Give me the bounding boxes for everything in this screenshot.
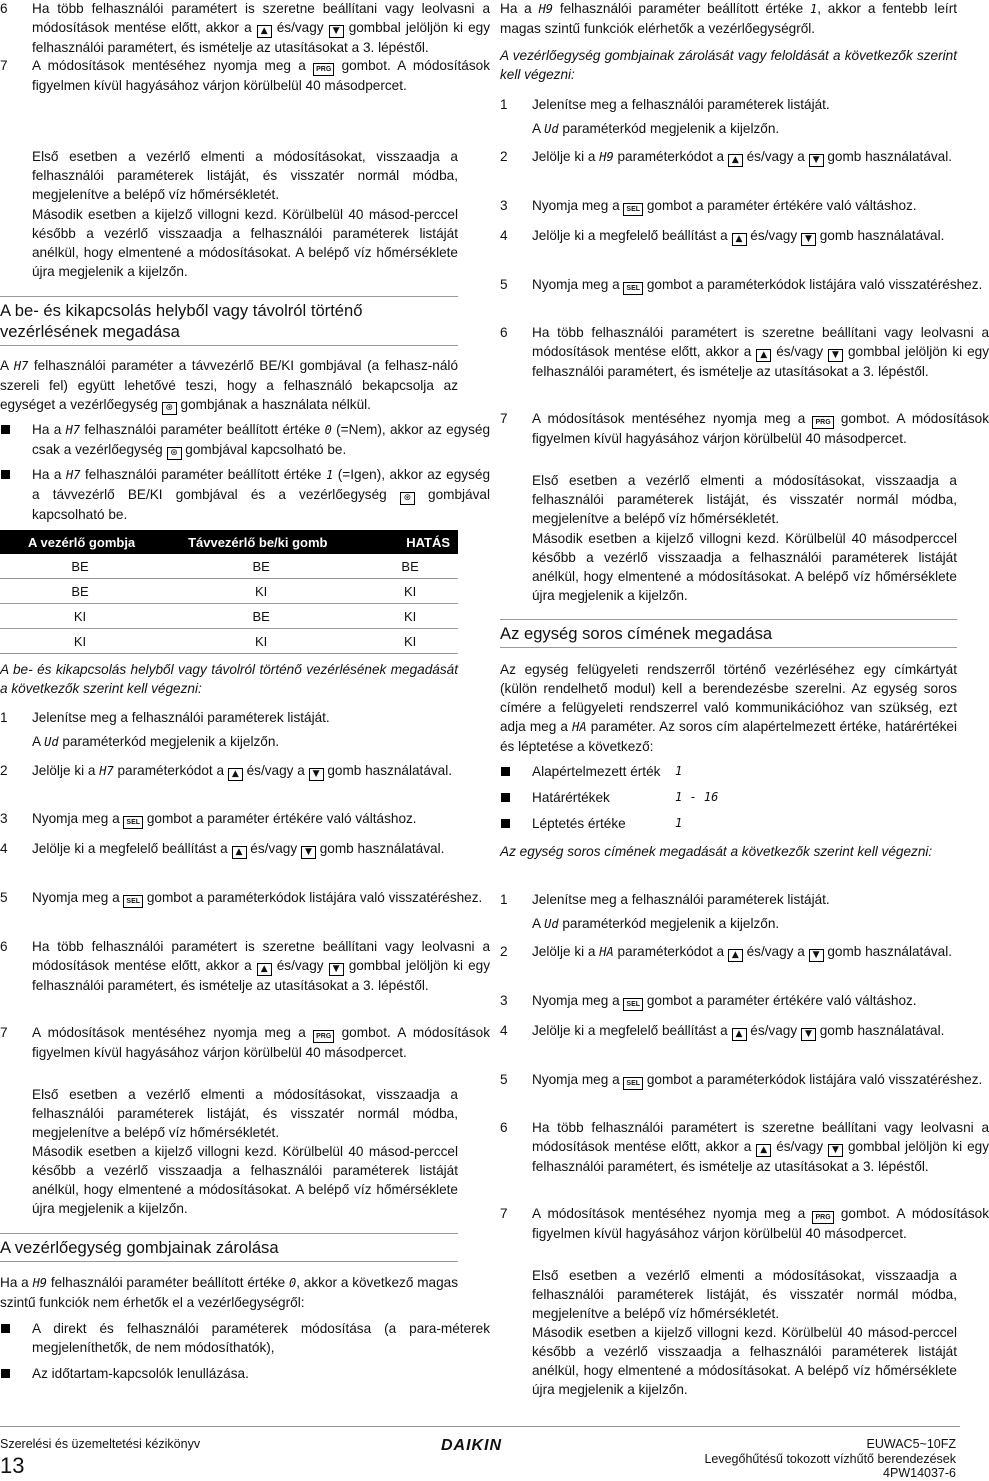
prg-button-icon: PRG (812, 1211, 833, 1224)
sel-button-icon: SEL (623, 282, 643, 295)
paragraph: Első esetben a vezérlő elmenti a módosításokat, visszaadja a felhasználói paraméterek listáját, és visszatér normál módba, megjelenítve a belépő víz hőmérsékletét. (532, 1268, 957, 1321)
step-7: 7 A módosítások mentéséhez nyomja meg a PRG gombot. A módosítások figyelmen kívül hagyásához várjon körülbelül 40 másodpercet. (0, 1025, 490, 1060)
power-icon: ⊛ (162, 402, 177, 415)
arrow-up-icon: ▲ (756, 1144, 771, 1157)
step-3: 3 Nyomja meg a SEL gombot a paraméter értékére való váltáshoz. (500, 991, 989, 1011)
bullet-item: Ha a H7 felhasználói paraméter beállított értéke 1 (=Igen), akkor az egység a távvezérlő BE/KI gombjával és a vezérlőegység ⊛ gombjával kapcsolható be. (0, 465, 490, 524)
table-header: HATÁS (362, 530, 458, 554)
paragraph: Második esetben a kijelző villogni kezd. Körülbelül 40 másod-perccel később a vezérlő visszaadja a felhasználói paraméterek listáját anélkül, hogy elmentené a módosításokat. A belépő víz hőmérséklete újra megjelenik a kijelzőn. (32, 207, 458, 279)
arrow-up-icon: ▲ (257, 963, 272, 976)
paragraph: A vezérlőegység gombjainak zárolását vagy feloldását a következők szerint kell végezni: (500, 48, 957, 82)
paragraph: A H7 felhasználói paraméter a távvezérlő BE/KI gombjával (a felhasz-náló szereli fel) együtt lehetővé teszi, hogy a felhasználó bekapcsolja az egységet a vezérlőegység ⊛ gombjának a használata nélkül. (0, 358, 458, 413)
paragraph: Második esetben a kijelző villogni kezd. Körülbelül 40 másodperccel később a vezérlő visszaadja a felhasználói paraméterek listáját anélkül, hogy elmentené a módosításokat. A belépő víz hőmérséklete újra megjelenik a kijelzőn. (532, 531, 957, 603)
table-row: KI BE KI (0, 604, 458, 629)
sel-button-icon: SEL (623, 998, 643, 1011)
arrow-down-icon: ▼ (809, 949, 824, 962)
daikin-logo: DAIKIN (441, 1437, 503, 1454)
arrow-up-icon: ▲ (756, 349, 771, 362)
paragraph: Első esetben a vezérlő elmenti a módosításokat, visszaadja a felhasználói paraméterek listáját, és visszatér normál módba, megjelenítve a belépő víz hőmérsékletét. (32, 1087, 458, 1140)
prg-button-icon: PRG (313, 63, 334, 76)
prg-button-icon: PRG (812, 416, 833, 429)
footer-product: Levegőhűtésű tokozott vízhűtő berendezések (704, 1452, 956, 1466)
power-icon: ⊛ (167, 447, 182, 460)
step-6-intro: 6 Ha több felhasználói paramétert is szeretne beállítani vagy leolvasni a módosítások mentése előtt, akkor a ▲ és/vagy ▼ gombbal jelöljön ki egy felhasználói paramétert, és ismételje az utasításokat a 3. lépéstől. (0, 1, 491, 55)
paragraph: Az egység felügyeleti rendszerről történő vezérléséhez egy címkártyát (külön rendelhető modul) kell a berendezésbe szerelni. Az egység soros címére a felügyeleti rendszerrel való kommunikációhoz van szükség, ezt adja meg a HA paraméter. Az soros cím alapértelmezett értéke, határértékei és léptetése a következő: (500, 662, 957, 754)
paragraph: Első esetben a vezérlő elmenti a módosításokat, visszaadja a felhasználói paraméterek listáját, és visszatér normál módba, megjelenítve a belépő víz hőmérsékletét. (532, 473, 957, 526)
footer-doc-title: Szerelési és üzemeltetési kézikönyv (0, 1437, 201, 1451)
step-4: 4 Jelölje ki a megfelelő beállítást a ▲ és/vagy ▼ gomb használatával. (0, 841, 445, 857)
bullet-icon (1, 1324, 10, 1333)
arrow-down-icon: ▼ (828, 1144, 843, 1157)
step-2: 2 Jelölje ki a H9 paraméterkódot a ▲ és/vagy a ▼ gomb használatával. (500, 149, 953, 165)
sel-button-icon: SEL (623, 203, 643, 216)
footer-code: 4PW14037-6 (883, 1466, 956, 1480)
bullet-item: Léptetés értéke 1 (500, 814, 989, 833)
step-5: 5 Nyomja meg a SEL gombot a paraméterkódok listájára való visszatéréshez. (0, 888, 490, 908)
arrow-down-icon: ▼ (301, 846, 316, 859)
step-7: 7 A módosítások mentéséhez nyomja meg a PRG gombot. A módosítások figyelmen kívül hagyásához várjon körülbelül 40 másodpercet. (500, 411, 989, 446)
step-3: 3 Nyomja meg a SEL gombot a paraméter értékére való váltáshoz. (500, 196, 989, 216)
prg-button-icon: PRG (313, 1030, 334, 1043)
paragraph: Második esetben a kijelző villogni kezd. Körülbelül 40 másod-perccel később a vezérlő visszaadja a felhasználói paraméterek listáját anélkül, hogy elmentené a módosításokat. A belépő víz hőmérséklete újra megjelenik a kijelzőn. (532, 1325, 957, 1397)
arrow-down-icon: ▼ (801, 1028, 816, 1041)
bullet-icon (501, 819, 510, 828)
step-5: 5 Nyomja meg a SEL gombot a paraméterkódok listájára való visszatéréshez. (500, 275, 989, 295)
step-4: 4 Jelölje ki a megfelelő beállítást a ▲ és/vagy ▼ gomb használatával. (500, 228, 945, 244)
control-table (0, 530, 458, 654)
footer-divider (0, 1426, 960, 1427)
power-icon: ⊛ (400, 492, 415, 505)
arrow-down-icon: ▼ (309, 768, 324, 781)
table-row: KI KI KI (0, 629, 458, 654)
paragraph: A be- és kikapcsolás helyből vagy távolról történő vezérlésének megadását a következők szerint kell végezni: (0, 662, 458, 696)
bullet-icon (1, 1369, 10, 1378)
bullet-icon (501, 793, 510, 802)
table-row: BE KI KI (0, 579, 458, 604)
bullet-icon (1, 470, 10, 479)
arrow-up-icon: ▲ (732, 1028, 747, 1041)
arrow-down-icon: ▼ (828, 349, 843, 362)
arrow-down-icon: ▼ (329, 25, 344, 38)
step-1: 1 Jelenítse meg a felhasználói paraméterek listáját. A Ud paraméterkód megjelenik a kijelzőn. (500, 892, 830, 931)
section-heading: A be- és kikapcsolás helyből vagy távolról történő vezérlésének megadása (0, 296, 458, 346)
paragraph: Második esetben a kijelző villogni kezd. Körülbelül 40 másod-perccel később a vezérlő visszaadja a felhasználói paraméterek listáját anélkül, hogy elmentené a módosításokat. A belépő víz hőmérséklete újra megjelenik a kijelzőn. (32, 1144, 458, 1216)
bullet-item: Alapértelmezett érték 1 (500, 762, 989, 781)
arrow-up-icon: ▲ (228, 768, 243, 781)
paragraph: Ha a H9 felhasználói paraméter beállított értéke 0, akkor a következő magas szintű funkciók nem érhetők el a vezérlőegységről: (0, 1275, 459, 1310)
step-3: 3 Nyomja meg a SEL gombot a paraméter értékére való váltáshoz. (0, 809, 490, 829)
arrow-down-icon: ▼ (809, 154, 824, 167)
sel-button-icon: SEL (123, 816, 143, 829)
paragraph: Az egység soros címének megadását a következők szerint kell végezni: (500, 844, 933, 859)
section-heading: Az egység soros címének megadása (500, 619, 957, 648)
sel-button-icon: SEL (123, 895, 143, 908)
step-5: 5 Nyomja meg a SEL gombot a paraméterkódok listájára való visszatéréshez. (500, 1070, 989, 1090)
table-header: Távvezérlő be/ki gomb (160, 530, 362, 554)
arrow-up-icon: ▲ (732, 233, 747, 246)
arrow-up-icon: ▲ (728, 949, 743, 962)
arrow-up-icon: ▲ (728, 154, 743, 167)
step-6: 6 Ha több felhasználói paramétert is szeretne beállítani vagy leolvasni a módosítások mentése előtt, akkor a ▲ és/vagy ▼ gombbal jelöljön ki egy felhasználói paramétert, és ismételje az utasításokat a 3. lépéstől. (500, 325, 989, 379)
bullet-icon (501, 767, 510, 776)
paragraph: Első esetben a vezérlő elmenti a módosításokat, visszaadja a felhasználói paraméterek listáját, és visszatér normál módba, megjelenítve a belépő víz hőmérsékletét. (32, 149, 458, 202)
arrow-up-icon: ▲ (257, 25, 272, 38)
footer-model: EUWAC5~10FZ (866, 1437, 956, 1451)
paragraph: Ha a H9 felhasználói paraméter beállított értéke 1, akkor a fentebb leírt magas szintű funkciók elérhetők a vezérlőegységről. (500, 1, 958, 36)
bullet-item: Az időtartam-kapcsolók lenullázása. (0, 1364, 490, 1383)
step-7-intro: 7 A módosítások mentéséhez nyomja meg a PRG gombot. A módosítások figyelmen kívül hagyásához várjon körülbelül 40 másodpercet. (0, 58, 490, 93)
step-7: 7 A módosítások mentéséhez nyomja meg a PRG gombot. A módosítások figyelmen kívül hagyásához várjon körülbelül 40 másodpercet. (500, 1206, 989, 1241)
arrow-down-icon: ▼ (329, 963, 344, 976)
step-1: 1 Jelenítse meg a felhasználói paraméterek listáját. A Ud paraméterkód megjelenik a kijelzőn. (0, 710, 330, 749)
step-2: 2 Jelölje ki a HA paraméterkódot a ▲ és/vagy a ▼ gomb használatával. (500, 944, 953, 960)
section-heading: A vezérlőegység gombjainak zárolása (0, 1233, 458, 1262)
bullet-item: Határértékek 1 - 16 (500, 788, 989, 807)
page-number: 13 (0, 1453, 25, 1478)
arrow-down-icon: ▼ (801, 233, 816, 246)
step-4: 4 Jelölje ki a megfelelő beállítást a ▲ és/vagy ▼ gomb használatával. (500, 1023, 945, 1039)
bullet-icon (1, 425, 10, 434)
param-code: H7 (13, 359, 29, 373)
step-2: 2 Jelölje ki a H7 paraméterkódot a ▲ és/vagy a ▼ gomb használatával. (0, 763, 453, 779)
table-row: BE BE BE (0, 554, 458, 579)
step-1: 1 Jelenítse meg a felhasználói paraméterek listáját. A Ud paraméterkód megjelenik a kijelzőn. (500, 97, 830, 136)
bullet-item: Ha a H7 felhasználói paraméter beállított értéke 0 (=Nem), akkor az egység csak a vezérlőegység ⊛ gombjával kapcsolható be. (0, 420, 490, 460)
step-6: 6 Ha több felhasználói paramétert is szeretne beállítani vagy leolvasni a módosítások mentése előtt, akkor a ▲ és/vagy ▼ gombbal jelöljön ki egy felhasználói paramétert, és ismételje az utasításokat a 3. lépéstől. (500, 1120, 989, 1174)
bullet-item: A direkt és felhasználói paraméterek módosítása (a para-méterek megjeleníthetők, de nem módosíthatók), (0, 1319, 490, 1357)
step-6: 6 Ha több felhasználói paramétert is szeretne beállítani vagy leolvasni a módosítások mentése előtt, akkor a ▲ és/vagy ▼ gombbal jelöljön ki egy felhasználói paramétert, és ismételje az utasításokat a 3. lépéstől. (0, 939, 491, 993)
sel-button-icon: SEL (623, 1077, 643, 1090)
arrow-up-icon: ▲ (232, 846, 247, 859)
table-header: A vezérlő gombja (0, 530, 160, 554)
